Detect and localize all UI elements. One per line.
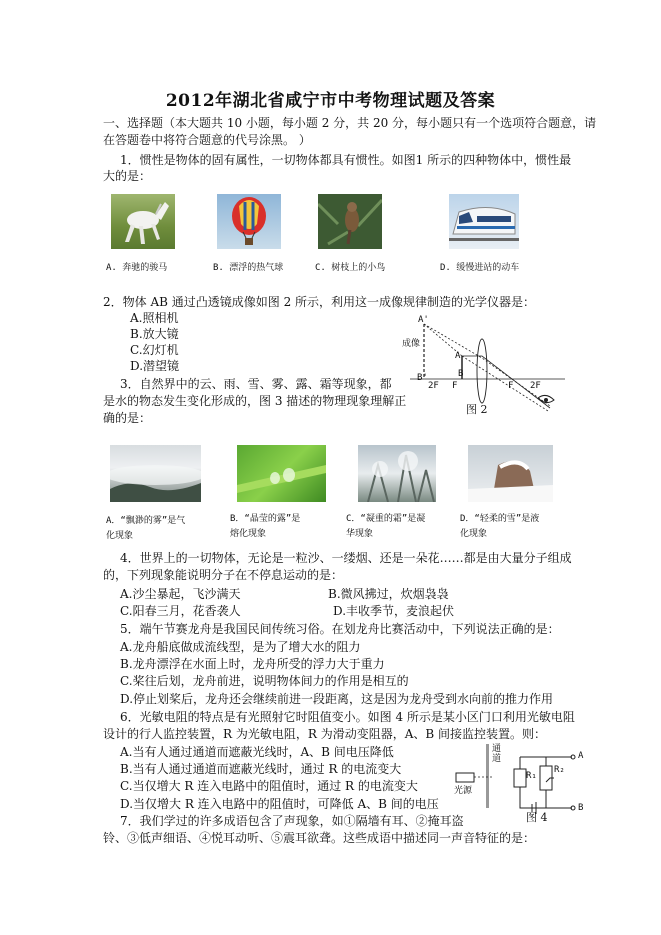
q5-stem: 5．端午节赛龙舟是我国民间传统习俗。在划龙舟比赛活动中，下列说法正确的是：: [120, 622, 560, 636]
q6-option-b: B.当有人通过通道而遮蔽光线时，通过 R 的电流变大: [120, 762, 402, 776]
q4-option-d: D.丰收季节，麦浪起伏: [333, 604, 455, 618]
bird-on-branch-photo: [318, 194, 382, 249]
dew-photo: [237, 445, 326, 502]
horse-photo: [111, 194, 175, 249]
q3-option-b-line-2: 熔化现象: [230, 529, 267, 539]
q5-option-c: C.桨往后划，龙舟前进，说明物体间力的作用是相互的: [120, 674, 409, 688]
q1-stem-line-2: 大的是：: [103, 169, 152, 183]
label-light-source: 光源: [454, 786, 473, 796]
q4-stem-line-1: 4．世界上的一切物体，无论是一粒沙、一缕烟、还是一朵花……都是由大量分子组成: [120, 551, 572, 565]
q6-option-a: A.当有人通过通道而遮蔽光线时，A、B 间电压降低: [120, 745, 394, 759]
q3-option-b-line-1: B．“晶莹的露”是: [230, 514, 301, 524]
q6-option-d: D.当仅增大 R 连入电路中的阻值时，可降低 A、B 间的电压: [120, 797, 439, 811]
q3-option-a-line-1: A．“飘渺的雾”是气: [106, 516, 186, 526]
q1-option-b: B. 漂浮的热气球: [213, 263, 284, 273]
q3-option-d-line-1: D．“轻柔的雪”是液: [460, 514, 540, 524]
q5-option-a: A.龙舟船底做成流线型，是为了增大水的阻力: [120, 640, 361, 654]
q1-option-c: C. 树枝上的小鸟: [315, 263, 386, 273]
figure-2-caption: 图 2: [466, 403, 488, 416]
section-line-2: 在答题卷中将符合题意的代号涂黑。 ）: [103, 133, 311, 147]
q3-stem-line-1: 3．自然界中的云、雨、雪、雾、露、霜等现象，都: [120, 377, 392, 391]
q4-option-a: A.沙尘暴起，飞沙满天: [120, 587, 241, 601]
circuit-figure: [450, 742, 590, 824]
label-f-left: F: [452, 381, 458, 391]
label-r1: R₁: [526, 771, 537, 781]
q2-option-b: B.放大镜: [130, 327, 179, 341]
q3-option-c-line-2: 华现象: [346, 529, 374, 539]
q5-option-b: B.龙舟漂浮在水面上时，龙舟所受的浮力大于重力: [120, 657, 385, 671]
q2-option-c: C.幻灯机: [130, 343, 179, 357]
label-b: B: [458, 369, 464, 379]
figure-4-caption: 图 4: [526, 811, 548, 824]
frost-photo: [358, 445, 436, 502]
q6-stem-line-2: 设计的行人监控装置，R 为光敏电阻，R 为滑动变阻器，A、B 间接监控装置。则：: [103, 727, 547, 741]
q1-option-d: D. 缓慢进站的动车: [440, 263, 520, 273]
q3-option-a-line-2: 化现象: [106, 531, 134, 541]
section-line-1: 一、选择题（本大题共 10 小题，每小题 2 分，共 20 分，每小题只有一个选项符合题意，请: [103, 116, 597, 130]
train-photo: [449, 194, 519, 249]
q4-option-c: C.阳春三月，花香袭人: [120, 604, 241, 618]
q3-option-c-line-1: C．“凝重的霜”是凝: [346, 514, 426, 524]
q7-stem-line-2: 铃、③低声细语、④悦耳动听、⑤震耳欲聋。这些成语中描述同一声音特征的是：: [103, 831, 536, 845]
q2-stem: 2．物体 AB 通过凸透镜成像如图 2 所示，利用这一成像规律制造的光学仪器是：: [103, 295, 536, 309]
q6-stem-line-1: 6．光敏电阻的特点是有光照射它时阻值变小。如图 4 所示是某小区门口利用光敏电阻: [120, 710, 575, 724]
q2-option-d: D.潜望镜: [130, 359, 180, 373]
label-2f-right: 2F: [530, 381, 541, 391]
label-a-prime: A': [418, 315, 429, 325]
label-image: 成像: [402, 339, 421, 349]
q7-stem-line-1: 7．我们学过的许多成语包含了声现象，如①隔墙有耳、②掩耳盗: [120, 814, 464, 828]
label-a-terminal: A: [578, 751, 584, 761]
q2-option-a: A.照相机: [130, 311, 179, 325]
snow-photo: [468, 445, 553, 502]
q4-option-b: B.微风拂过，炊烟袅袅: [328, 587, 449, 601]
q1-option-a: A. 奔驰的骏马: [106, 263, 168, 273]
label-channel: 通道: [492, 744, 502, 764]
label-f-right: F: [508, 381, 514, 391]
q6-option-c: C.当仅增大 R 连入电路中的阻值时，通过 R 的电流变大: [120, 779, 418, 793]
lens-figure: [400, 316, 570, 424]
q3-option-d-line-2: 化现象: [460, 529, 488, 539]
label-a: A: [455, 351, 461, 361]
q5-option-d: D.停止划桨后，龙舟还会继续前进一段距离，这是因为龙舟受到水向前的推力作用: [120, 692, 554, 706]
page-title: 2012年湖北省咸宁市中考物理试题及答案: [165, 91, 496, 111]
q4-stem-line-2: 的，下列现象能说明分子在不停息运动的是：: [103, 568, 344, 582]
q3-stem-line-2: 是水的物态发生变化形成的，图 3 描述的物理现象理解正: [103, 394, 407, 408]
label-2f-left: 2F: [428, 381, 439, 391]
label-r2: R₂: [554, 765, 565, 775]
fog-photo: [110, 445, 201, 502]
label-b-prime: B': [417, 373, 428, 383]
q1-stem-line-1: 1．惯性是物体的固有属性，一切物体都具有惯性。如图1 所示的四种物体中，惯性最: [120, 153, 572, 167]
hot-air-balloon-photo: [217, 194, 281, 249]
label-b-terminal: B: [578, 803, 584, 813]
q3-stem-line-3: 确的是：: [103, 411, 152, 425]
